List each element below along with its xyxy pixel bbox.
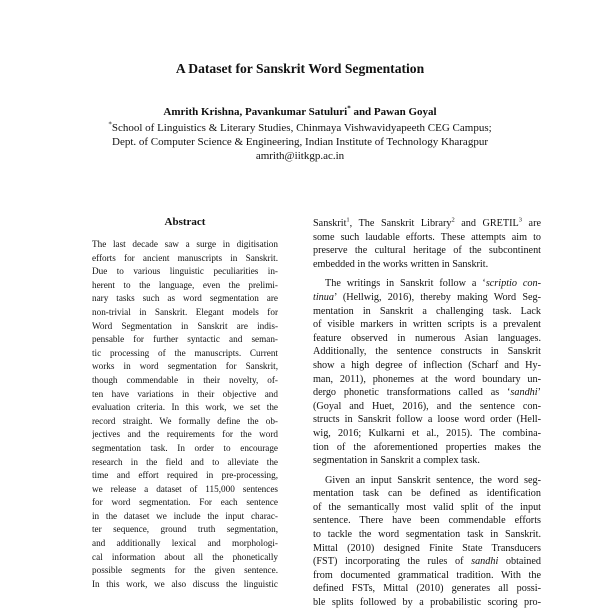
- body-line: some such laudable efforts. These attempts aim to: [313, 231, 541, 243]
- body-line: Sanskrit$^1$, The Sanskrit Library$^2$ and GRETIL$^3$ are: [313, 217, 541, 229]
- author-list: [0, 105, 600, 119]
- body-line: defined FSTs, Mittal (2010) generates all possi-: [313, 583, 541, 595]
- affiliation-line-2: Dept. of Computer Science & Engineering, Indian Institute of Technology Kharagpur: [112, 136, 488, 148]
- body-line: show a high degree of inflection (Scharf and Hy-: [313, 359, 541, 371]
- abstract-line: The last decade saw a surge in digitisation: [92, 239, 278, 249]
- footnote-mark: 2: [451, 217, 455, 224]
- body-line: Mittal (2010) designed Finite State Transducers: [313, 542, 541, 554]
- abstract-line: nary tasks such as word segmentation are: [92, 293, 278, 304]
- body-line: of the semantically most valid split of the input: [313, 501, 541, 513]
- abstract-line: ten have variations in their objective and: [92, 388, 278, 399]
- abstract-line: tic processing of the manuscripts. Current: [92, 347, 278, 358]
- body-line: embedded in the works written in Sanskrit.: [313, 258, 489, 270]
- abstract-line: herent to the language, even the prelimi-: [92, 279, 278, 290]
- abstract-line: possible segments for the given sentence.: [92, 565, 278, 576]
- body-line: feature observed in numerous Asian languages.: [313, 332, 541, 344]
- affiliation-mark: *: [108, 120, 112, 129]
- abstract-line: ter sequence, ground truth segmentation,: [92, 524, 278, 535]
- abstract-line: we release a dataset of 115,000 sentences: [92, 483, 278, 494]
- body-line: of visible markers in written scripts is a prevalent: [313, 319, 541, 331]
- author-email: amrith@iitkgp.ac.in: [255, 150, 345, 162]
- abstract-line: Word Segmentation in Sanskrit are indis-: [92, 320, 278, 331]
- emphasis: scriptio con-: [485, 278, 541, 290]
- body-line: sentence. There have been commendable efforts: [313, 515, 541, 527]
- body-line: man, 2011), phonemes at the word boundary un-: [313, 373, 541, 385]
- body-line: segmentation in Sanskrit a complex task.: [313, 455, 480, 467]
- author-names: Amrith Krishna, Pavankumar Satuluri: [163, 106, 348, 118]
- abstract-line: and additionally lexical and morphologi-: [92, 538, 278, 549]
- abstract-line: time and effort required in pre-processing,: [92, 470, 278, 481]
- author-names-tail: and Pawan Goyal: [350, 106, 437, 118]
- abstract-line: efforts for ancient manuscripts in Sanskrit.: [92, 252, 278, 263]
- body-line: dergo phonetic transformations called as ‘sandhi’: [313, 387, 541, 399]
- body-line: mentation task can be defined as identification: [313, 488, 541, 500]
- abstract-heading: Abstract: [164, 216, 206, 228]
- emphasis: tinua: [313, 291, 334, 303]
- abstract-line: segmentation task. In order to encourage: [92, 442, 278, 453]
- paper-title: A Dataset for Sanskrit Word Segmentation: [175, 61, 425, 76]
- author-affiliation-mark: *: [347, 104, 351, 113]
- abstract-line: though commendable in their novelty, of-: [92, 374, 278, 385]
- abstract-line: Due to various linguistic peculiarities in-: [92, 266, 278, 277]
- abstract-line: pensable for further syntactic and seman-: [92, 334, 278, 345]
- body-line: structs in Sanskrit follow a loose word order (Hell-: [313, 414, 541, 426]
- abstract-body: [92, 238, 278, 591]
- affiliation-line-1: *School of Linguistics & Literary Studies, Chinmaya Vishwavidyapeeth CEG Campus;: [108, 120, 492, 134]
- body-line: tion of the aforementioned properties makes the: [313, 441, 541, 453]
- intro-body: [313, 217, 541, 610]
- abstract-line: research in the field and to alleviate the: [92, 456, 278, 467]
- body-line: Given an input Sanskrit sentence, the word seg-: [325, 474, 541, 486]
- abstract-line: record straight. We formally define the ob-: [92, 415, 278, 426]
- abstract-line: works in word segmentation for Sanskrit,: [92, 361, 278, 372]
- body-line: The writings in Sanskrit follow a ‘scriptio con-: [325, 278, 541, 290]
- body-line: to tackle the word segmentation task in Sanskrit.: [313, 529, 541, 541]
- body-line: preserve the cultural heritage of the subcontinent: [313, 245, 541, 257]
- emphasis: sandhi: [510, 387, 538, 399]
- abstract-line: jectives and the requirements for the word: [92, 429, 278, 440]
- body-line: wig, 2016; Kulkarni et al., 2015). The combina-: [313, 427, 541, 439]
- body-line: Additionally, the sentence constructs in Sanskrit: [313, 346, 541, 358]
- body-line: tinua’ (Hellwig, 2016), thereby making Word Seg-: [313, 291, 541, 303]
- body-line: (Goyal and Huet, 2016), and the sentence con-: [313, 400, 541, 412]
- body-line: from documented grammatical tradition. With the: [313, 569, 541, 581]
- footnote-mark: 3: [518, 217, 522, 224]
- body-line: (FST) incorporating the rules of sandhi obtained: [313, 556, 541, 568]
- abstract-line: cal information about all the phonetically: [92, 551, 278, 562]
- footnote-mark: 1: [346, 217, 350, 224]
- abstract-line: in the dataset we include the input charac-: [92, 510, 278, 521]
- abstract-line: for word segmentation. For each sentence: [92, 497, 278, 508]
- abstract-line: non-trivial in Sanskrit. Elegant models for: [92, 306, 278, 317]
- abstract-line: evaluation criteria. In this work, we set the: [92, 402, 278, 413]
- emphasis: sandhi: [471, 556, 499, 568]
- body-line: ble splits followed by a probabilistic scoring pro-: [313, 597, 541, 609]
- body-line: mentation in Sanskrit a challenging task. Lack: [313, 305, 541, 317]
- abstract-line: In this work, we also discuss the linguistic: [92, 578, 278, 589]
